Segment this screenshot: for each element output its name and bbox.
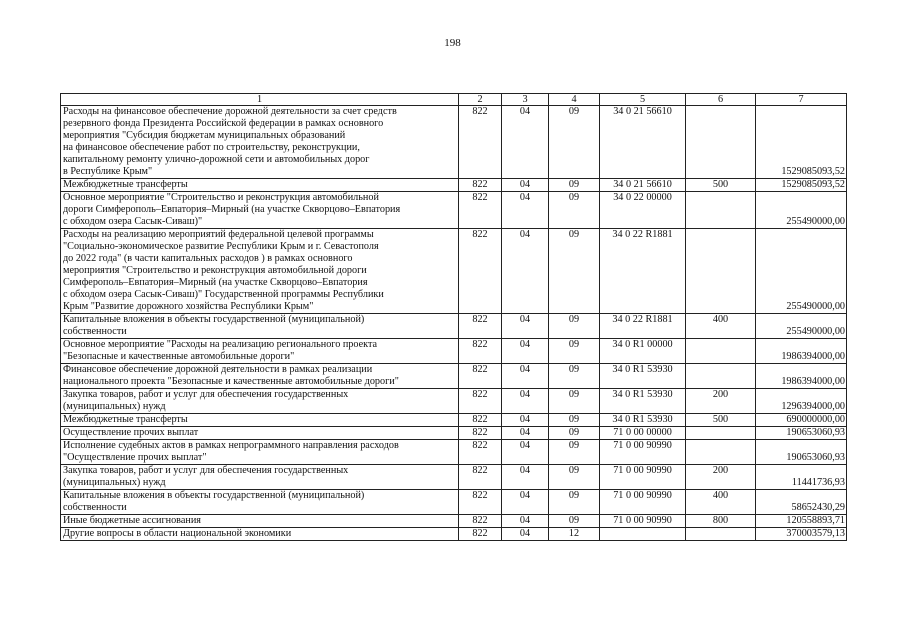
section-code: 04 (502, 440, 549, 465)
expense-type-code (686, 440, 756, 465)
target-article-code: 34 0 21 56610 (600, 179, 686, 192)
table-row (61, 528, 847, 541)
column-header: 6 (686, 94, 756, 106)
target-article-code: 34 0 22 00000 (600, 192, 686, 229)
target-article-code: 34 0 22 R1881 (600, 314, 686, 339)
subsection-code: 09 (549, 440, 600, 465)
table-row (61, 465, 847, 490)
expense-type-code (686, 364, 756, 389)
expense-type-code (686, 106, 756, 179)
expense-type-code: 500 (686, 414, 756, 427)
section-code: 04 (502, 528, 549, 541)
target-article-code: 34 0 R1 53930 (600, 414, 686, 427)
section-code: 04 (502, 314, 549, 339)
subsection-code: 09 (549, 192, 600, 229)
row-description: Финансовое обеспечение дорожной деятельности в рамках реализации национального проекта "Безопасные и качественные автомобильные дороги" (61, 364, 459, 389)
table-row (61, 414, 847, 427)
expense-type-code (686, 192, 756, 229)
row-description: Капитальные вложения в объекты государственной (муниципальной) собственности (61, 490, 459, 515)
target-article-code: 34 0 21 56610 (600, 106, 686, 179)
amount: 255490000,00 (756, 229, 847, 314)
amount: 11441736,93 (756, 465, 847, 490)
target-article-code: 34 0 R1 00000 (600, 339, 686, 364)
subsection-code: 09 (549, 314, 600, 339)
table-row (61, 389, 847, 414)
expense-type-code (686, 528, 756, 541)
section-code: 04 (502, 229, 549, 314)
amount: 370003579,13 (756, 528, 847, 541)
column-header: 2 (459, 94, 502, 106)
subsection-code: 09 (549, 465, 600, 490)
section-code: 04 (502, 389, 549, 414)
expense-type-code (686, 427, 756, 440)
expense-type-code: 400 (686, 314, 756, 339)
section-code: 04 (502, 339, 549, 364)
column-header: 1 (61, 94, 459, 106)
target-article-code: 34 0 22 R1881 (600, 229, 686, 314)
subsection-code: 09 (549, 106, 600, 179)
expense-type-code (686, 229, 756, 314)
column-header: 4 (549, 94, 600, 106)
department-code: 822 (459, 515, 502, 528)
department-code: 822 (459, 192, 502, 229)
amount: 120558893,71 (756, 515, 847, 528)
target-article-code: 71 0 00 00000 (600, 427, 686, 440)
subsection-code: 12 (549, 528, 600, 541)
target-article-code: 34 0 R1 53930 (600, 389, 686, 414)
row-description: Закупка товаров, работ и услуг для обеспечения государственных (муниципальных) нужд (61, 465, 459, 490)
row-description: Расходы на реализацию мероприятий федеральной целевой программы "Социально-экономическое развитие Республики Крым и г. Севастополя до 2022 года" (в части капитальных расходов ) в рамках основного мероприятия "Строительство и реконструкция автомобильной дороги Симферополь–Евпатория–Мирный (на участке Скворцово–Евпатория с обходом озера Сасык-Сиваш)" Государственной программы Республики Крым "Развитие дорожного хозяйства Республики Крым" (61, 229, 459, 314)
row-description: Основное мероприятие "Расходы на реализацию регионального проекта "Безопасные и качественные автомобильные дороги" (61, 339, 459, 364)
section-code: 04 (502, 427, 549, 440)
expense-type-code: 500 (686, 179, 756, 192)
section-code: 04 (502, 364, 549, 389)
page-number: 198 (444, 37, 461, 49)
section-code: 04 (502, 414, 549, 427)
subsection-code: 09 (549, 490, 600, 515)
section-code: 04 (502, 515, 549, 528)
subsection-code: 09 (549, 229, 600, 314)
subsection-code: 09 (549, 179, 600, 192)
target-article-code (600, 528, 686, 541)
column-header: 3 (502, 94, 549, 106)
target-article-code: 34 0 R1 53930 (600, 364, 686, 389)
row-description: Капитальные вложения в объекты государственной (муниципальной) собственности (61, 314, 459, 339)
row-description: Осуществление прочих выплат (61, 427, 459, 440)
table-row (61, 339, 847, 364)
column-header: 7 (756, 94, 847, 106)
column-header: 5 (600, 94, 686, 106)
expense-type-code: 400 (686, 490, 756, 515)
amount: 1296394000,00 (756, 389, 847, 414)
department-code: 822 (459, 179, 502, 192)
department-code: 822 (459, 427, 502, 440)
table-row (61, 364, 847, 389)
row-description: Основное мероприятие "Строительство и реконструкция автомобильной дороги Симферополь–Евпатория–Мирный (на участке Скворцово–Евпатория с обходом озера Сасык-Сиваш)" (61, 192, 459, 229)
section-code: 04 (502, 490, 549, 515)
target-article-code: 71 0 00 90990 (600, 515, 686, 528)
section-code: 04 (502, 179, 549, 192)
table-header-row (61, 94, 847, 106)
amount: 255490000,00 (756, 314, 847, 339)
amount: 1529085093,52 (756, 179, 847, 192)
table-row (61, 106, 847, 179)
subsection-code: 09 (549, 339, 600, 364)
amount: 1529085093,52 (756, 106, 847, 179)
section-code: 04 (502, 465, 549, 490)
row-description: Исполнение судебных актов в рамках непрограммного направления расходов "Осуществление прочих выплат" (61, 440, 459, 465)
budget-table (60, 93, 847, 541)
row-description: Другие вопросы в области национальной экономики (61, 528, 459, 541)
subsection-code: 09 (549, 364, 600, 389)
department-code: 822 (459, 106, 502, 179)
section-code: 04 (502, 192, 549, 229)
department-code: 822 (459, 465, 502, 490)
subsection-code: 09 (549, 414, 600, 427)
subsection-code: 09 (549, 427, 600, 440)
amount: 1986394000,00 (756, 339, 847, 364)
amount: 58652430,29 (756, 490, 847, 515)
expense-type-code: 200 (686, 389, 756, 414)
expense-type-code: 800 (686, 515, 756, 528)
target-article-code: 71 0 00 90990 (600, 440, 686, 465)
department-code: 822 (459, 414, 502, 427)
table-row (61, 192, 847, 229)
table-row (61, 427, 847, 440)
subsection-code: 09 (549, 389, 600, 414)
department-code: 822 (459, 389, 502, 414)
amount: 190653060,93 (756, 440, 847, 465)
row-description: Расходы на финансовое обеспечение дорожной деятельности за счет средств резервного фонда Президента Российской федерации в рамках основного мероприятия "Субсидия бюджетам муниципальных образований на финансовое обеспечение работ по строительству, реконструкции, капитальному ремонту улично-дорожной сети и автомобильных дорог в Республике Крым" (61, 106, 459, 179)
row-description: Межбюджетные трансферты (61, 414, 459, 427)
table-row (61, 314, 847, 339)
table-row (61, 515, 847, 528)
section-code: 04 (502, 106, 549, 179)
table-row (61, 179, 847, 192)
department-code: 822 (459, 490, 502, 515)
row-description: Закупка товаров, работ и услуг для обеспечения государственных (муниципальных) нужд (61, 389, 459, 414)
table-row (61, 440, 847, 465)
row-description: Межбюджетные трансферты (61, 179, 459, 192)
department-code: 822 (459, 364, 502, 389)
amount: 190653060,93 (756, 427, 847, 440)
table-row (61, 490, 847, 515)
department-code: 822 (459, 229, 502, 314)
expense-type-code: 200 (686, 465, 756, 490)
amount: 255490000,00 (756, 192, 847, 229)
amount: 690000000,00 (756, 414, 847, 427)
department-code: 822 (459, 314, 502, 339)
table-row (61, 229, 847, 314)
target-article-code: 71 0 00 90990 (600, 490, 686, 515)
expense-type-code (686, 339, 756, 364)
subsection-code: 09 (549, 515, 600, 528)
department-code: 822 (459, 339, 502, 364)
department-code: 822 (459, 440, 502, 465)
department-code: 822 (459, 528, 502, 541)
row-description: Иные бюджетные ассигнования (61, 515, 459, 528)
amount: 1986394000,00 (756, 364, 847, 389)
target-article-code: 71 0 00 90990 (600, 465, 686, 490)
